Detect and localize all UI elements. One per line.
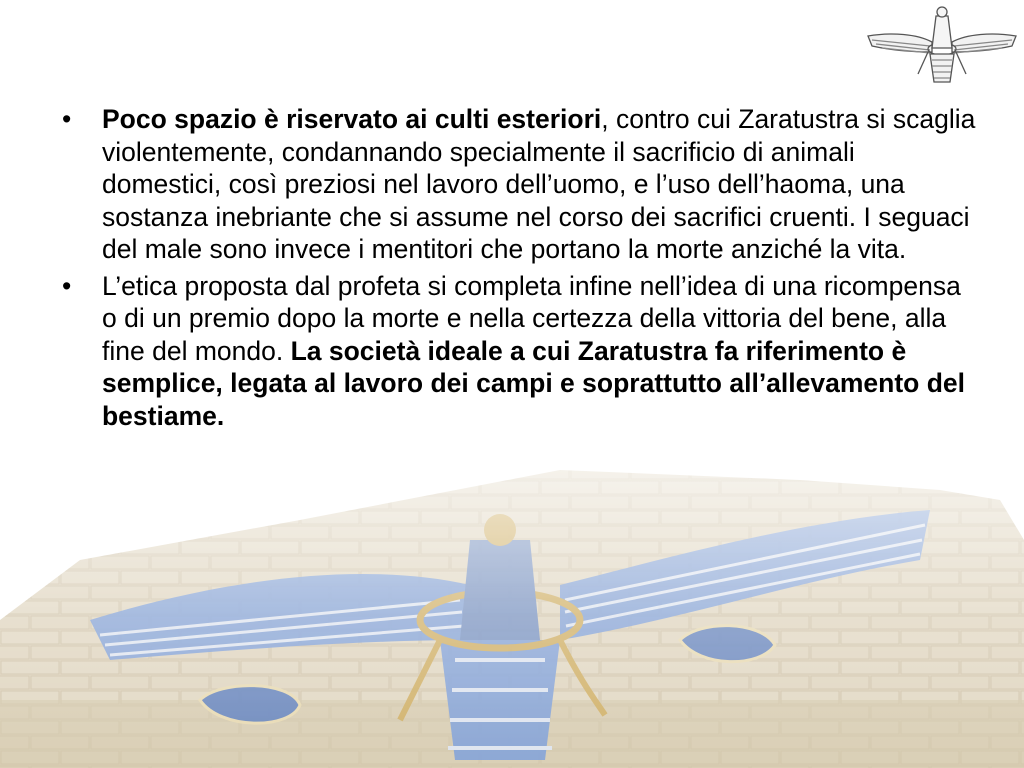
bullet-list xyxy=(60,103,980,432)
bullet-2-bold-tail: La società ideale a cui Zaratustra fa riferimento è semplice, legata al lavoro dei campi e soprattutto all’allevamento del bestiame. xyxy=(102,335,966,431)
bullet-2-text: L’etica proposta dal profeta si completa infine nell’idea di una ricompensa o di un premio dopo la morte e nella certezza della vittoria del bene, alla fine del mondo. xyxy=(102,270,961,366)
bullet-1-bold-lead: Poco spazio è riservato ai culti esteriori xyxy=(102,104,602,134)
bullet-marker: • xyxy=(62,104,72,134)
bullet-1-text: , contro cui Zaratustra si scaglia violentemente, condannando specialmente il sacrificio di animali domestici, così preziosi nel lavoro dell’uomo, e l’uso dell’haoma, una sostanza inebriante che si assume nel corso dei sacrifici cruenti. I seguaci del male sono invece i mentitori che portano la morte anziché la vita. xyxy=(102,104,976,264)
bullet-item-2 xyxy=(60,270,980,433)
bullet-marker: • xyxy=(62,270,72,301)
faravahar-emblem-icon xyxy=(862,2,1022,86)
bullet-item-1 xyxy=(60,103,980,266)
slide-body xyxy=(60,103,980,436)
